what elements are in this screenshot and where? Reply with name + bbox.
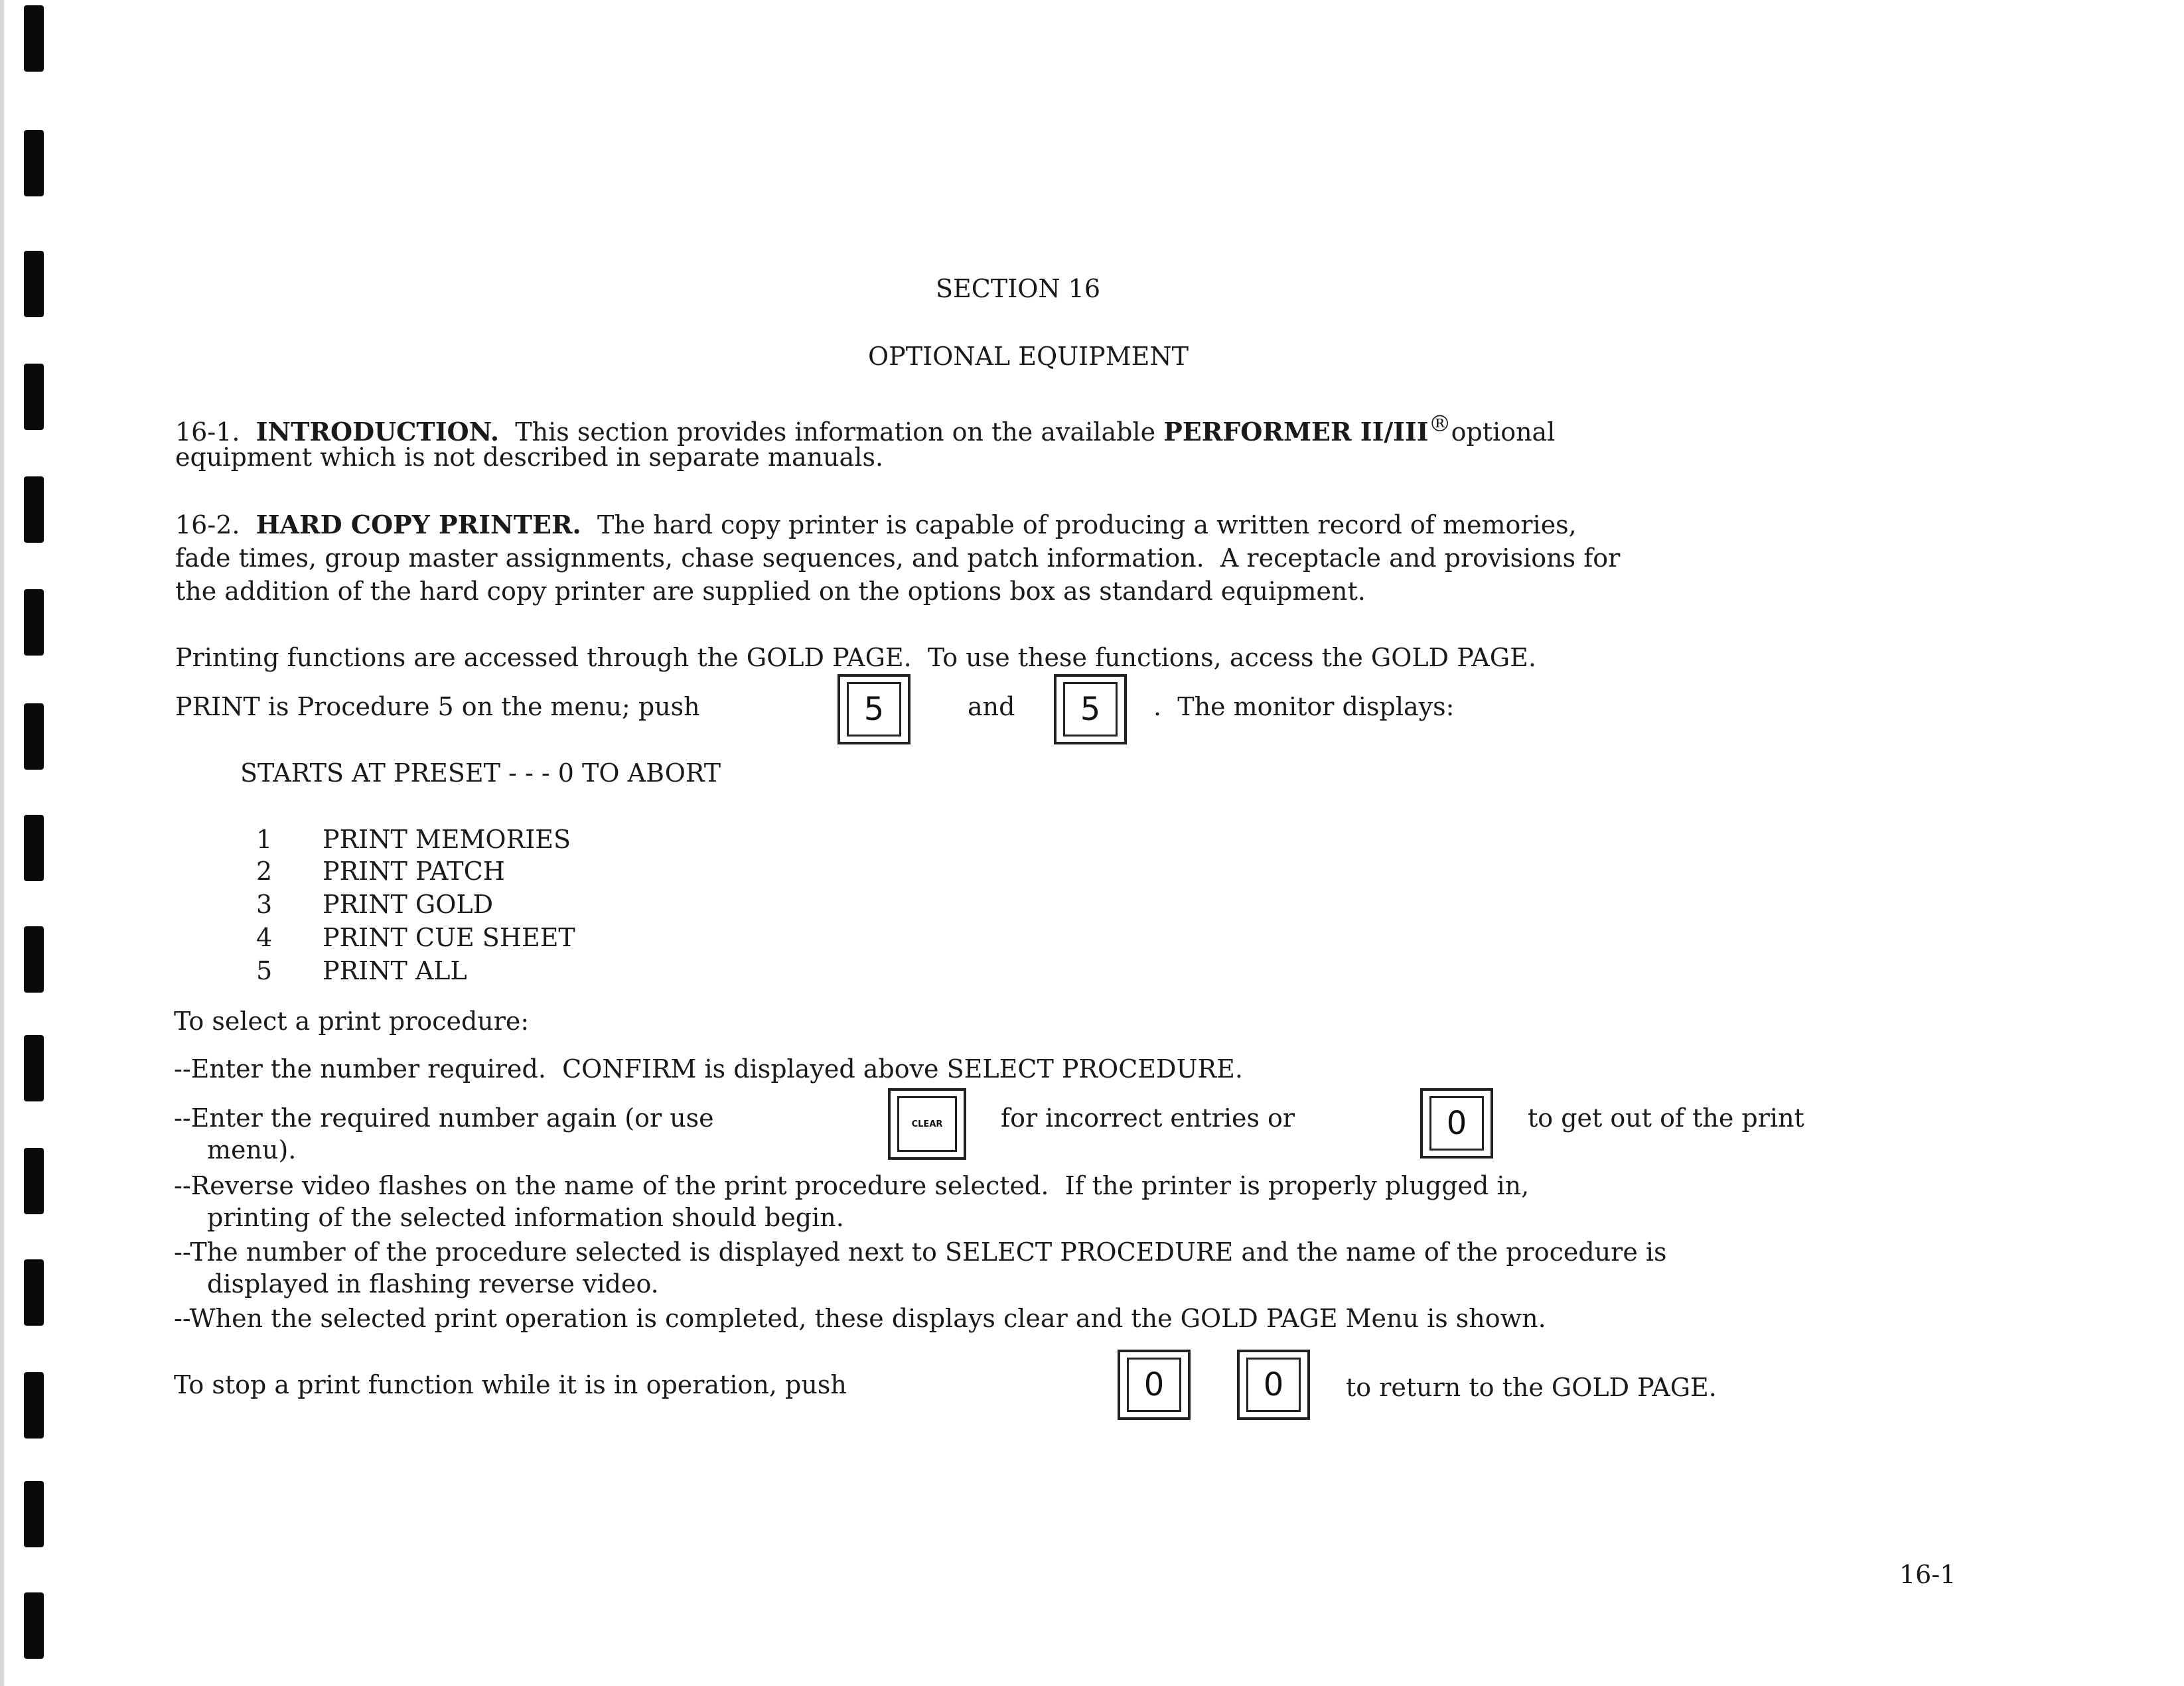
page-edge xyxy=(0,0,4,1686)
stop-text-end: to return to the GOLD PAGE. xyxy=(1346,1373,1717,1402)
key-5-button[interactable]: 5 xyxy=(1054,674,1127,744)
printer-heading: HARD COPY PRINTER. xyxy=(255,510,581,539)
monitor-header: STARTS AT PRESET - - - 0 TO ABORT xyxy=(240,758,721,788)
menu-item-label: PRINT PATCH xyxy=(323,857,505,886)
select-step-5: --When the selected print operation is completed, these displays clear and the GOLD PAGE Menu is shown. xyxy=(174,1304,1546,1333)
key-5-button[interactable]: 5 xyxy=(837,674,910,744)
printer-line-2: fade times, group master assignments, chase sequences, and patch information. A receptacle and provisions for xyxy=(175,543,1621,573)
access-line-2: PRINT is Procedure 5 on the menu; push xyxy=(175,692,700,721)
printer-number: 16-2. xyxy=(175,510,240,539)
binder-hole xyxy=(24,130,44,196)
select-step-4: --The number of the procedure selected is displayed next to SELECT PROCEDURE and the name of the procedure is xyxy=(174,1237,1667,1267)
menu-item-label: PRINT ALL xyxy=(323,956,467,985)
menu-item-label: PRINT CUE SHEET xyxy=(323,923,575,952)
clear-key-button[interactable]: CLEAR xyxy=(888,1088,966,1160)
key-0-button[interactable]: 0 xyxy=(1118,1350,1191,1420)
binder-hole xyxy=(24,589,44,656)
select-step-3: --Reverse video flashes on the name of the print procedure selected. If the printer is properly plugged in, xyxy=(174,1171,1530,1200)
binder-hole xyxy=(24,1035,44,1101)
access-line-2-end: . The monitor displays: xyxy=(1153,692,1455,721)
select-step-3-cont: printing of the selected information should begin. xyxy=(207,1203,844,1232)
section-subtitle: OPTIONAL EQUIPMENT xyxy=(868,342,1189,371)
intro-text: This section provides information on the available xyxy=(515,417,1156,447)
binder-hole xyxy=(24,703,44,770)
intro-text-end: optional xyxy=(1451,417,1556,447)
binder-hole xyxy=(24,926,44,993)
select-step-2: --Enter the required number again (or use xyxy=(174,1103,714,1133)
binder-hole xyxy=(24,251,44,317)
stop-text: To stop a print function while it is in operation, push xyxy=(174,1370,847,1399)
binder-hole xyxy=(24,1259,44,1326)
binder-hole xyxy=(24,815,44,881)
select-step-1: --Enter the number required. CONFIRM is displayed above SELECT PROCEDURE. xyxy=(174,1054,1243,1084)
binder-hole xyxy=(24,476,44,543)
binder-hole xyxy=(24,1148,44,1214)
menu-item-number: 5 xyxy=(256,956,273,985)
access-and: and xyxy=(968,692,1015,721)
binder-hole xyxy=(24,1481,44,1547)
intro-number: 16-1. xyxy=(175,417,240,447)
intro-heading: INTRODUCTION. xyxy=(255,417,500,447)
menu-item-number: 3 xyxy=(256,890,273,919)
binder-hole xyxy=(24,5,44,72)
menu-item-number: 4 xyxy=(256,923,273,952)
key-0-button[interactable]: 0 xyxy=(1420,1088,1493,1159)
menu-item-number: 1 xyxy=(256,825,273,854)
binder-hole xyxy=(24,1372,44,1439)
page-number: 16-1 xyxy=(1899,1560,1956,1589)
select-step-2-mid: for incorrect entries or xyxy=(1001,1103,1295,1133)
menu-item-number: 2 xyxy=(256,857,273,886)
binder-hole xyxy=(24,364,44,430)
printer-paragraph xyxy=(175,508,1577,541)
select-step-2-end: to get out of the print xyxy=(1528,1103,1804,1133)
binder-hole xyxy=(24,1592,44,1659)
product-name: PERFORMER II/III xyxy=(1163,417,1429,447)
select-intro: To select a print procedure: xyxy=(174,1007,530,1036)
key-0-button[interactable]: 0 xyxy=(1237,1350,1310,1420)
registered-mark: ® xyxy=(1428,411,1451,437)
select-step-2-cont: menu). xyxy=(207,1135,297,1164)
printer-line-3: the addition of the hard copy printer are supplied on the options box as standard equipment. xyxy=(175,577,1366,606)
select-step-4-cont: displayed in flashing reverse video. xyxy=(207,1269,659,1299)
section-title: SECTION 16 xyxy=(936,274,1101,303)
access-line-1: Printing functions are accessed through the GOLD PAGE. To use these functions, access the GOLD PAGE. xyxy=(175,643,1536,672)
menu-item-label: PRINT GOLD xyxy=(323,890,494,919)
menu-item-label: PRINT MEMORIES xyxy=(323,825,571,854)
printer-line-1: The hard copy printer is capable of producing a written record of memories, xyxy=(597,510,1577,539)
intro-line-2: equipment which is not described in separate manuals. xyxy=(175,443,884,472)
